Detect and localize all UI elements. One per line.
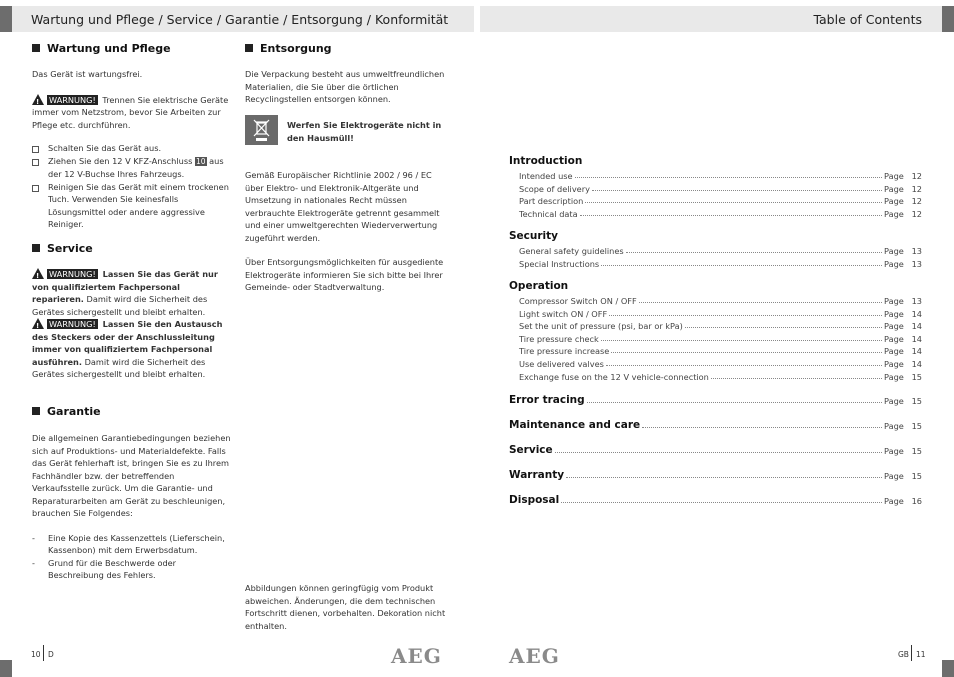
toc-entry-label: Set the unit of pressure (psi, bar or kPa) (519, 321, 683, 332)
toc-page-number: 12 (911, 196, 922, 207)
toc-entry-operation-5 (519, 357, 922, 369)
toc-page-number: 14 (911, 321, 922, 332)
checkbox-bullet-icon (32, 185, 39, 192)
toc-entry-introduction-0 (519, 169, 922, 181)
entsorgung-text-1: Die Verpackung besteht aus umweltfreundlichen Materialien, die Sie über die örtlichen Recyclingstellen entsorgen können. (245, 69, 445, 104)
toc-page-word: Page (884, 496, 904, 506)
toc-page-word: Page (884, 321, 904, 332)
toc-entry-introduction-2 (519, 194, 922, 206)
heading-square-icon (32, 244, 40, 252)
toc-page-word: Page (884, 171, 904, 181)
toc-heading-introduction: Introduction (509, 155, 583, 167)
service-heading: Service (32, 242, 93, 255)
toc-leader-dots (609, 315, 882, 316)
corner-bar-top-right (942, 6, 954, 32)
toc-page-ref (884, 396, 922, 406)
toc-page-word: Page (884, 333, 904, 344)
toc-entry-label: Disposal (509, 494, 560, 506)
toc-page-word: Page (884, 396, 904, 406)
toc-page-word: Page (884, 346, 904, 357)
bin-note: Werfen Sie Elektrogeräte nicht in den Hausmüll! (287, 120, 442, 143)
toc-entry-single-0 (509, 394, 922, 406)
wartung-warning: !WARNUNG! Trennen Sie elektrische Geräte immer vom Netzstrom, bevor Sie Arbeiten zur Pflege etc. durchführen. (32, 94, 232, 132)
toc-page-ref (884, 309, 922, 319)
service-block (32, 268, 230, 381)
toc-page-word: Page (884, 258, 904, 269)
toc-page-number: 15 (911, 371, 922, 382)
toc-entry-label: Tire pressure increase (519, 346, 610, 357)
entsorgung-heading: Entsorgung (245, 42, 332, 55)
toc-page-number: 13 (911, 258, 922, 269)
warning-label: WARNUNG! (49, 94, 96, 105)
service-warning-1: !WARNUNG! Lassen Sie das Gerät nur von qualifiziertem Fachpersonal reparieren. Damit wird die Sicherheit des Gerätes sichergestellt und bleibt erhalten. (32, 268, 230, 318)
toc-page-number: 13 (911, 246, 922, 256)
warning-label: WARNUNG! (49, 269, 96, 279)
toc-page-number: 15 (911, 396, 922, 406)
toc-page-number: 16 (911, 496, 922, 506)
toc-entry-operation-0 (519, 294, 922, 306)
toc-page-ref (884, 496, 922, 506)
toc-leader-dots (585, 202, 882, 203)
toc-entry-label: Error tracing (509, 394, 585, 406)
toc-page-word: Page (884, 183, 904, 194)
list-item: Ziehen Sie den 12 V KFZ-Anschluss 10 aus der 12 V-Buchse Ihres Fahrzeugs. (32, 155, 232, 181)
toc-entry-operation-6 (519, 370, 922, 382)
toc-entry-label: Maintenance and care (509, 419, 641, 431)
toc-page-ref (884, 421, 922, 431)
corner-bar-bottom-right (942, 660, 954, 677)
toc-page-ref (884, 184, 922, 194)
toc-entry-label: Use delivered valves (519, 359, 604, 369)
toc-page-ref (884, 321, 922, 331)
heading-square-icon (245, 44, 253, 52)
toc-page-word: Page (884, 296, 904, 306)
footer-divider (911, 645, 912, 661)
service-warning-2: !WARNUNG! Lassen Sie den Austausch des Steckers oder der Anschlussleitung immer von qualifiziertem Fachpersonal ausführen. Damit wird die Sicherheit des Gerätes sichergestellt und bleibt erhalten. (32, 318, 230, 381)
entsorgung-text-3: Über Entsorgungsmöglichkeiten für ausgediente Elektrogeräte informieren Sie sich bitte bei Ihrer Gemeinde- oder Stadtverwaltung. (245, 257, 444, 292)
toc-page-number: 13 (911, 296, 922, 306)
wartung-heading: Wartung und Pflege (32, 42, 171, 55)
toc-page-ref (884, 446, 922, 456)
toc-heading-operation: Operation (509, 280, 569, 292)
toc-page-ref (884, 296, 922, 306)
toc-entry-label: Warranty (509, 469, 565, 481)
toc-page-word: Page (884, 359, 904, 369)
right-page-title: Table of Contents (813, 12, 922, 27)
toc-leader-dots (566, 477, 882, 478)
wartung-block (32, 68, 232, 231)
toc-entry-label: Part description (519, 196, 584, 207)
list-item: - Grund für die Beschwerde oder Beschreibung des Fehlers. (32, 557, 177, 580)
toc-entry-label: Tire pressure check (519, 333, 599, 344)
toc-page-number: 12 (911, 171, 922, 181)
corner-bar-bottom-left (0, 660, 12, 677)
checkbox-bullet-icon (32, 159, 39, 166)
toc-leader-dots (587, 402, 882, 403)
toc-entry-label: Compressor Switch ON / OFF (519, 296, 637, 306)
toc-entry-introduction-1 (519, 182, 922, 194)
list-item: Reinigen Sie das Gerät mit einem trockenen Tuch. Verwenden Sie keinesfalls Lösungsmittel oder andere aggressive Reiniger. (32, 181, 232, 231)
left-language-code: D (48, 650, 54, 659)
toc-entry-operation-4 (519, 344, 922, 356)
toc-page-ref (884, 359, 922, 369)
toc-entry-single-3 (509, 469, 922, 481)
toc-heading-security: Security (509, 230, 559, 242)
wartung-intro: Das Gerät ist wartungsfrei. (32, 69, 143, 79)
toc-page-number: 15 (911, 471, 922, 481)
toc-entry-single-2 (509, 444, 922, 456)
toc-page-number: 14 (911, 359, 922, 369)
toc-entry-operation-3 (519, 332, 922, 344)
toc-entry-security-0 (519, 244, 922, 256)
checkbox-bullet-icon (32, 146, 39, 153)
warning-label: WARNUNG! (49, 319, 96, 329)
toc-page-number: 15 (911, 421, 922, 431)
toc-entry-label: Service (509, 444, 553, 456)
right-language-code: GB (898, 650, 909, 659)
warning-triangle-icon (32, 318, 44, 329)
toc-page-number: 12 (911, 208, 922, 219)
toc-page-number: 14 (911, 346, 922, 357)
left-page-title: Wartung und Pflege / Service / Garantie / Entsorgung / Konformität (31, 12, 449, 27)
entsorgung-text-2: Gemäß Europäischer Richtlinie 2002 / 96 / EC über Elektro- und Elektronik-Altgeräte und Umsetzung in nationales Recht müssen verbrauchte Elektrogeräte getrennt gesammelt und einer umweltgerechten Wiederverwertung zugeführt werden. (245, 170, 440, 243)
toc-page-word: Page (884, 308, 904, 319)
toc-page-ref (884, 171, 922, 181)
garantie-heading: Garantie (32, 405, 101, 418)
garantie-block (32, 432, 232, 582)
toc-page-ref (884, 246, 922, 256)
toc-entry-label: Light switch ON / OFF (519, 308, 608, 319)
footer-divider (43, 645, 44, 661)
toc-page-word: Page (884, 208, 904, 219)
toc-page-word: Page (884, 246, 904, 256)
heading-square-icon (32, 44, 40, 52)
toc-leader-dots (685, 327, 882, 328)
toc-entry-label: Special Instructions (519, 258, 600, 269)
corner-bar-top-left (0, 6, 12, 32)
toc-page-number: 14 (911, 333, 922, 344)
toc-leader-dots (606, 365, 882, 366)
toc-page-ref (884, 471, 922, 481)
toc-leader-dots (711, 378, 882, 379)
toc-leader-dots (601, 340, 882, 341)
toc-entry-label: Scope of delivery (519, 183, 590, 194)
toc-entry-introduction-3 (519, 207, 922, 219)
heading-square-icon (32, 407, 40, 415)
toc-page-ref (884, 372, 922, 382)
crossed-bin-icon (245, 115, 278, 145)
toc-entry-label: Exchange fuse on the 12 V vehicle-connection (519, 371, 709, 382)
toc-page-word: Page (884, 446, 904, 456)
toc-entry-operation-1 (519, 307, 922, 319)
toc-leader-dots (639, 302, 882, 303)
toc-leader-dots (580, 215, 882, 216)
toc-page-ref (884, 259, 922, 269)
toc-leader-dots (561, 502, 882, 503)
toc-entry-single-4 (509, 494, 922, 506)
warning-triangle-icon (32, 94, 44, 105)
toc-page-number: 12 (911, 183, 922, 194)
toc-entry-label: General safety guidelines (519, 246, 624, 256)
toc-page-word: Page (884, 371, 904, 382)
toc-leader-dots (555, 452, 882, 453)
toc-leader-dots (575, 177, 882, 178)
aeg-logo-left: AEG (391, 644, 442, 668)
right-page-number: 11 (916, 650, 926, 659)
list-item: - Eine Kopie des Kassenzettels (Lieferschein, Kassenbon) mit dem Erwerbsdatum. (32, 532, 225, 555)
toc-entry-operation-2 (519, 319, 922, 331)
toc-leader-dots (592, 190, 882, 191)
toc-leader-dots (626, 252, 882, 253)
aeg-logo-right: AEG (509, 644, 560, 668)
toc-page-ref (884, 346, 922, 356)
toc-entry-label: Intended use (519, 171, 573, 181)
left-page-number: 10 (31, 650, 41, 659)
list-item: Schalten Sie das Gerät aus. (32, 142, 232, 155)
toc-page-ref (884, 196, 922, 206)
toc-entry-label: Technical data (519, 208, 578, 219)
toc-page-number: 14 (911, 308, 922, 319)
toc-entry-security-1 (519, 257, 922, 269)
garantie-text: Die allgemeinen Garantiebedingungen beziehen sich auf Produktions- und Materialdefekte. Falls das Gerät fehlerhaft ist, bringen Sie es zu Ihrem Fachhändler bzw. der betreffenden Verkaufsstelle zurück. Um die Garantie- und Reparaturarbeiten am Gerät zu beschleunigen, brauchen Sie Folgendes: (32, 433, 231, 518)
toc-page-word: Page (884, 471, 904, 481)
toc-leader-dots (642, 427, 882, 428)
disclaimer-note: Abbildungen können geringfügig vom Produkt abweichen. Änderungen, die dem technischen Fortschritt dienen, vorbehalten. Dekoration nicht enthalten. (245, 583, 446, 631)
toc-entry-single-1 (509, 419, 922, 431)
warning-triangle-icon (32, 268, 44, 279)
toc-leader-dots (601, 265, 882, 266)
toc-page-number: 15 (911, 446, 922, 456)
part-number-badge: 10 (195, 156, 206, 166)
toc-page-word: Page (884, 421, 904, 431)
toc-leader-dots (611, 352, 882, 353)
toc-page-word: Page (884, 196, 904, 207)
toc-page-ref (884, 334, 922, 344)
toc-page-ref (884, 209, 922, 219)
